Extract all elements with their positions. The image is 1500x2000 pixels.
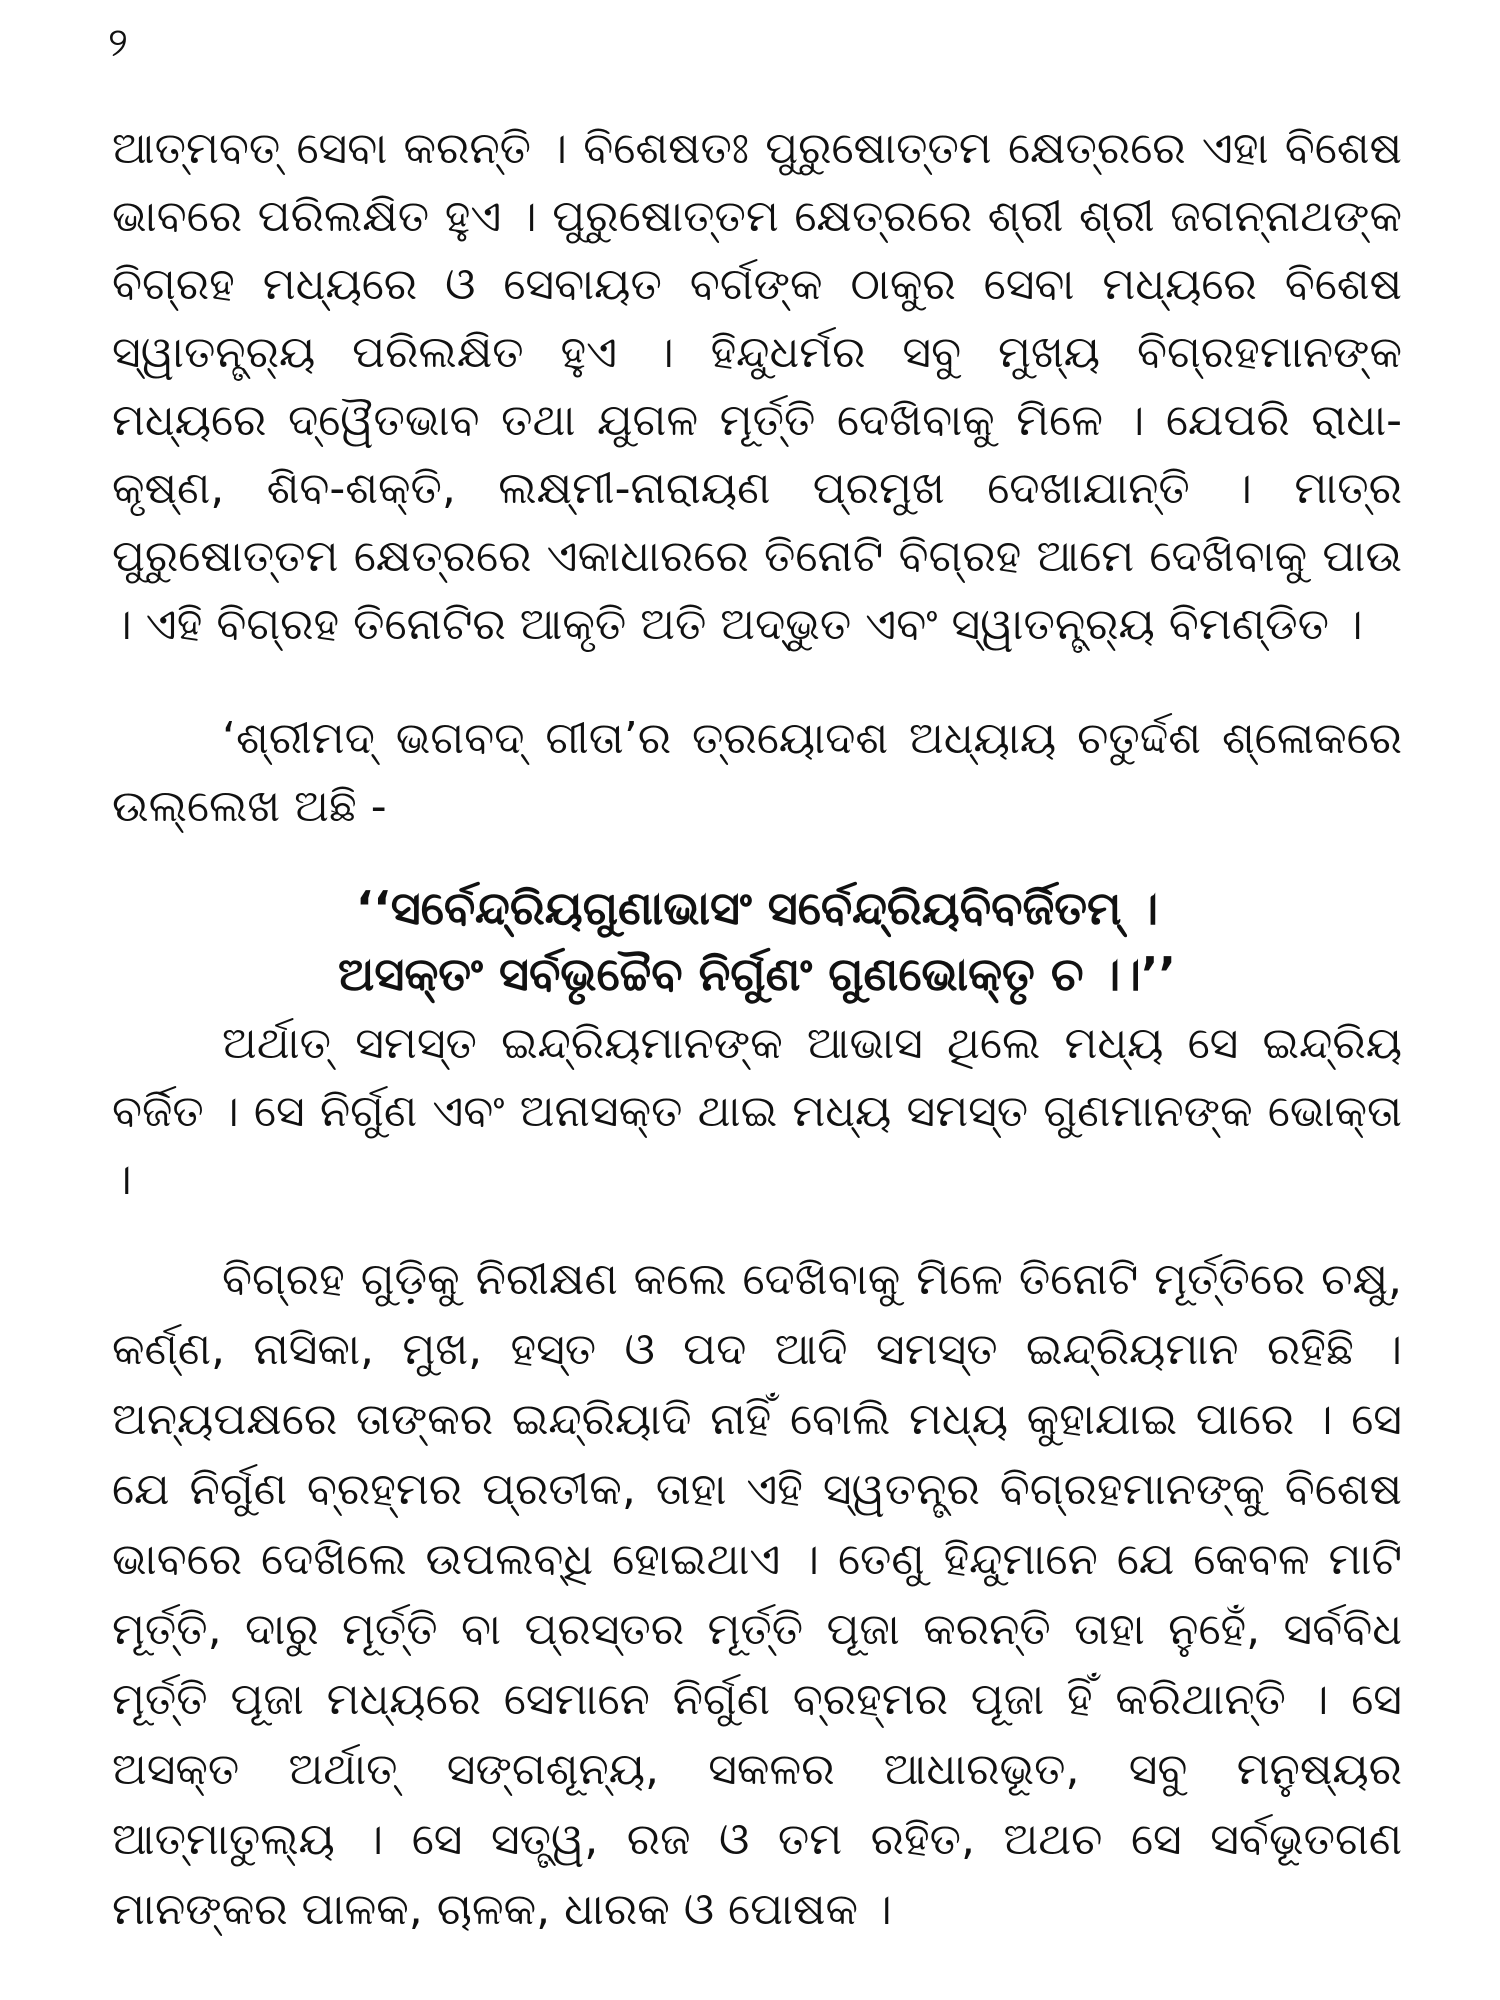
body-paragraph-text: ବିଗ୍ରହ ଗୁଡ଼ିକୁ ନିରୀକ୍ଷଣ କଲେ ଦେଖିବାକୁ ମିଳେ ତିନୋଟି ମୂର୍ତ୍ତିରେ ଚକ୍ଷୁ, କର୍ଣ୍ଣ, ନାସିକା, ମୁଖ, ହସ୍ତ ଓ ପଦ ଆଦି ସମସ୍ତ ଇନ୍ଦ୍ରିୟମାନ ରହିଛି । ଅନ୍ୟପକ୍ଷରେ ତାଙ୍କର ଇନ୍ଦ୍ରିୟାଦି ନାହିଁ ବୋଲି ମଧ୍ୟ କୁହାଯାଇ ପାରେ । ସେ ଯେ ନିର୍ଗୁଣ ବ୍ରହ୍ମର ପ୍ରତୀକ, ତାହା ଏହି ସ୍ୱତନ୍ତ୍ର ବିଗ୍ରହମାନଙ୍କୁ ବିଶେଷ ଭାବରେ ଦେଖିଲେ ଉପଲବ୍ଧି ହୋଇଥାଏ । ତେଣୁ ହିନ୍ଦୁମାନେ ଯେ କେବଳ ମାଟି ମୂର୍ତ୍ତି, ଦାରୁ ମୂର୍ତ୍ତି ବା ପ୍ରସ୍ତର ମୂର୍ତ୍ତି ପୂଜା କରନ୍ତି ତାହା ନୁହେଁ, ସର୍ବବିଧ ମୂର୍ତ୍ତି ପୂଜା ମଧ୍ୟରେ ସେମାନେ ନିର୍ଗୁଣ ବ୍ରହ୍ମର ପୂଜା ହିଁ କରିଥାନ୍ତି । ସେ ଅସକ୍ତ ଅର୍ଥାତ୍ ସଙ୍ଗଶୂନ୍ୟ, ସକଳର ଆଧାରଭୂତ, ସବୁ ମନୁଷ୍ୟର ଆତ୍ମାତୁଲ୍ୟ । ସେ ସତ୍ତ୍ୱ, ରଜ ଓ ତମ ରହିତ, ଅଥଚ ସେ ସର୍ବଭୂତଗଣ ମାନଙ୍କର ପାଳକ, ଚାଳକ, ଧାରକ ଓ ପୋଷକ । (112, 1254, 1402, 1935)
verse-line-1: ‘‘ସର୍ବେନ୍ଦ୍ରିୟଗୁଣାଭାସଂ ସର୍ବେନ୍ଦ୍ରିୟବିବର୍ଜିତମ୍ । (355, 881, 1159, 935)
intro-paragraph-text: ଆତ୍ମବତ୍ ସେବା କରନ୍ତି । ବିଶେଷତଃ ପୁରୁଷୋତ୍ତମ କ୍ଷେତ୍ରରେ ଏହା ବିଶେଷ ଭାବରେ ପରିଲକ୍ଷିତ ହୁଏ । ପୁରୁଷୋତ୍ତମ କ୍ଷେତ୍ରରେ ଶ୍ରୀ ଶ୍ରୀ ଜଗନ୍ନାଥଙ୍କ ବିଗ୍ରହ ମଧ୍ୟରେ ଓ ସେବାୟତ ବର୍ଗଙ୍କ ଠାକୁର ସେବା ମଧ୍ୟରେ ବିଶେଷ ସ୍ୱାତନ୍ତ୍ର୍ୟ ପରିଲକ୍ଷିତ ହୁଏ । ହିନ୍ଦୁଧର୍ମର ସବୁ ମୁଖ୍ୟ ବିଗ୍ରହମାନଙ୍କ ମଧ୍ୟରେ ଦ୍ୱୈତଭାବ ତଥା ଯୁଗଳ ମୂର୍ତ୍ତି ଦେଖିବାକୁ ମିଳେ । ଯେପରି ରାଧା-କୃଷ୍ଣ, ଶିବ-ଶକ୍ତି, ଲକ୍ଷ୍ମୀ-ନାରାୟଣ ପ୍ରମୁଖ ଦେଖାଯାନ୍ତି । ମାତ୍ର ପୁରୁଷୋତ୍ତମ କ୍ଷେତ୍ରରେ ଏକାଧାରରେ ତିନୋଟି ବିଗ୍ରହ ଆମେ ଦେଖିବାକୁ ପାଉ । ଏହି ବିଗ୍ରହ ତିନୋଟିର ଆକୃତି ଅତି ଅଦ୍ଭୁତ ଏବଂ ସ୍ୱାତନ୍ତ୍ର୍ୟ ବିମଣ୍ଡିତ । (112, 123, 1402, 650)
verse-line-2: ଅସକ୍ତଂ ସର୍ବଭୃଚ୍ଚୈବ ନିର୍ଗୁଣଂ ଗୁଣଭୋକ୍ତୃ ଚ ।।’’ (338, 947, 1176, 1001)
body-paragraph (112, 1245, 1402, 1945)
meaning-paragraph-text: ଅର୍ଥାତ୍ ସମସ୍ତ ଇନ୍ଦ୍ରିୟମାନଙ୍କ ଆଭାସ ଥିଲେ ମଧ୍ୟ ସେ ଇନ୍ଦ୍ରିୟ ବର୍ଜିତ । ସେ ନିର୍ଗୁଣ ଏବଂ ଅନାସକ୍ତ ଥାଇ ମଧ୍ୟ ସମସ୍ତ ଗୁଣମାନଙ୍କ ଭୋକ୍ତା । (112, 1018, 1402, 1205)
sanskrit-verse (112, 875, 1402, 1007)
citation-paragraph (112, 705, 1402, 841)
citation-paragraph-text: ‘ଶ୍ରୀମଦ୍ ଭଗବଦ୍ ଗୀତା’ର ତ୍ରୟୋଦଶ ଅଧ୍ୟାୟ ଚତୁର୍ଦ୍ଦଶ ଶ୍ଳୋକରେ ଉଲ୍ଲେଖ ଅଛି - (112, 713, 1402, 832)
page-number: ୨ (108, 20, 128, 66)
intro-paragraph (112, 115, 1402, 659)
meaning-paragraph (112, 1010, 1402, 1214)
